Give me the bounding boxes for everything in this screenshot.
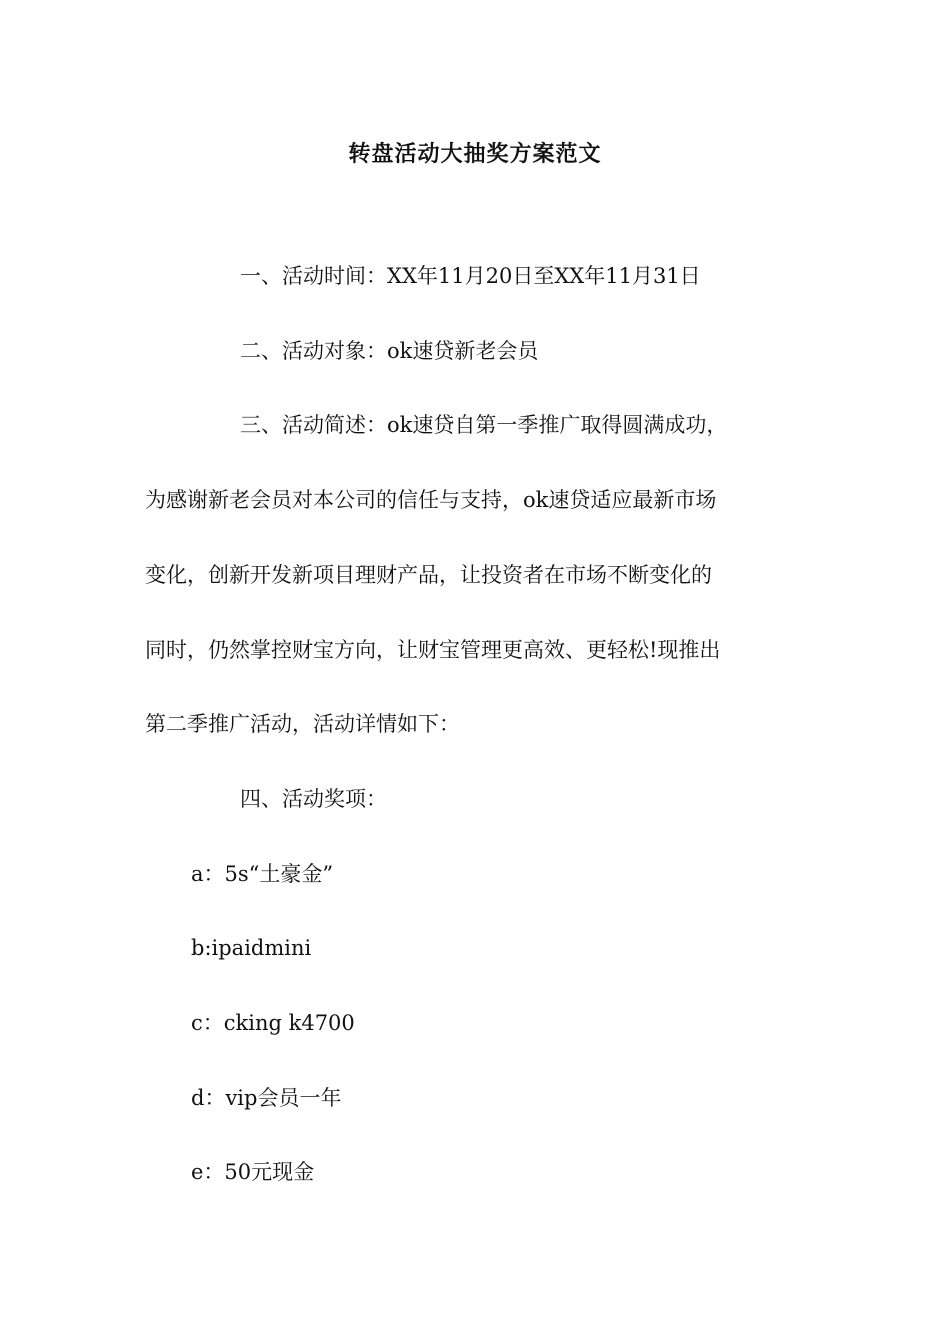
summary-line: 第二季推广活动，活动详情如下：	[145, 712, 460, 736]
prize-item: e：50元现金	[191, 1160, 315, 1184]
prize-item: b:ipaidmini	[191, 936, 312, 960]
summary-line: 变化，创新开发新项目理财产品，让投资者在市场不断变化的	[145, 563, 712, 587]
summary-line: 为感谢新老会员对本公司的信任与支持，ok速贷适应最新市场	[145, 488, 717, 512]
prizes-heading: 四、活动奖项：	[240, 787, 387, 811]
activity-target: 二、活动对象：ok速贷新老会员	[240, 339, 539, 363]
prize-item: a：5s“土豪金”	[191, 862, 334, 886]
prize-item: c：cking k4700	[191, 1011, 355, 1035]
document-title: 转盘活动大抽奖方案范文	[348, 141, 602, 167]
summary-line: 三、活动简述：ok速贷自第一季推广取得圆满成功，	[240, 413, 728, 437]
prize-item: d：vip会员一年	[191, 1086, 342, 1110]
summary-line: 同时，仍然掌控财宝方向，让财宝管理更高效、更轻松!现推出	[145, 638, 721, 662]
activity-time: 一、活动时间：XX年11月20日至XX年11月31日	[240, 264, 701, 288]
